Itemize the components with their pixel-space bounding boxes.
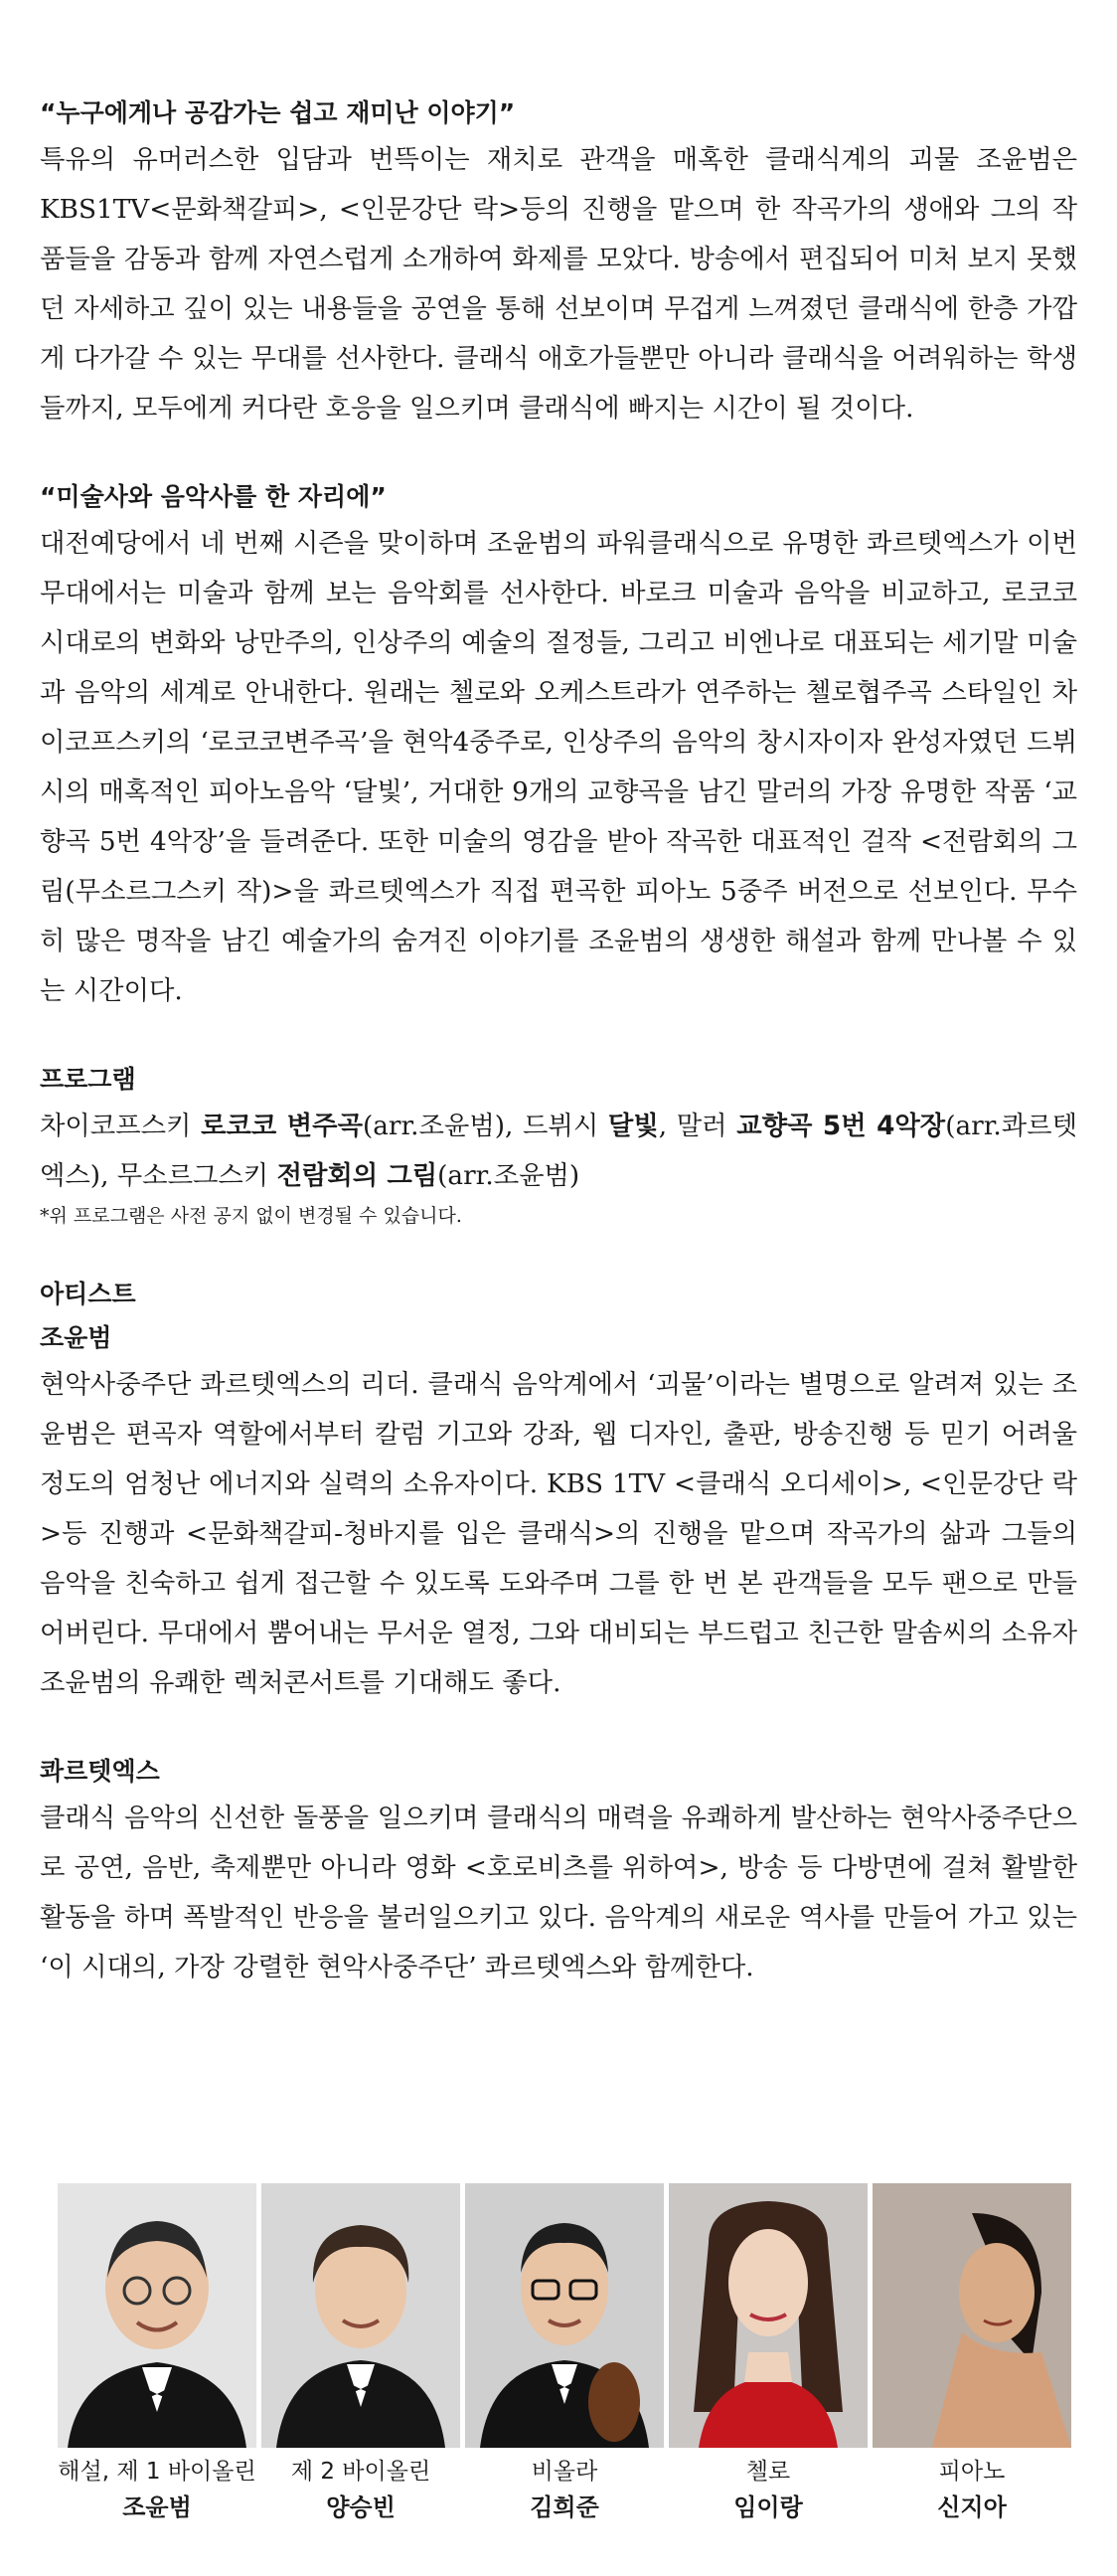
program-work-4: 전람회의 그림 <box>276 1161 438 1191</box>
artists-title: 아티스트 <box>40 1280 136 1308</box>
artist-role: 제 2 바이올린 <box>290 2459 431 2485</box>
program-sep-2: , 말러 <box>658 1112 737 1141</box>
artist-photo-5 <box>873 2183 1071 2448</box>
section-body-story: 특유의 유머러스한 입담과 번뜩이는 재치로 관객을 매혹한 클래식계의 괴물 조윤범은 KBS1TV<문화책갈피>, <인문강단 락>등의 진행을 맡으며 한 작곡가의 생애와 그의 작품들을 감동과 함께 자연스럽게 소개하여 화제를 모았다. 방송에서 편집되어 미처 보지 못했던 자세하고 깊이 있는 내용들을 공연을 통해 선보이며 무겁게 느껴졌던 클래식에 한층 가깝게 다가갈 수 있는 무대를 선사한다. 클래식 애호가들뿐만 아니라 클래식을 어려워하는 학생들까지, 모두에게 커다란 호응을 일으키며 클래식에 빠지는 시간이 될 것이다. <box>40 145 1077 424</box>
section-title-story: “누구에게나 공감가는 쉽고 재미난 이야기” <box>40 98 516 127</box>
spacer <box>40 433 1077 475</box>
artist-card <box>261 2183 460 2525</box>
program-work-3: 교향곡 5번 4악장 <box>736 1112 946 1141</box>
artist-photo-1 <box>58 2183 256 2448</box>
section-body-art-music: 대전예당에서 네 번째 시즌을 맞이하며 조윤범의 파워클래식으로 유명한 콰르텟엑스가 이번 무대에서는 미술과 함께 보는 음악회를 선사한다. 바로크 미술과 음악을 비교하고, 로코코 시대로의 변화와 낭만주의, 인상주의 예술의 절정들, 그리고 비엔나로 대표되는 세기말 미술과 음악의 세계로 안내한다. 원래는 첼로와 오케스트라가 연주하는 첼로협주곡 스타일인 차이코프스키의 ‘로코코변주곡’을 현악4중주로, 인상주의 음악의 창시자이자 완성자였던 드뷔시의 매혹적인 피아노음악 ‘달빛’, 거대한 9개의 교향곡을 남긴 말러의 가장 유명한 작품 ‘교향곡 5번 4악장’을 들려준다. 또한 미술의 영감을 받아 작곡한 대표적인 걸작 <전람회의 그림(무소르그스키 작)>을 콰르텟엑스가 직접 편곡한 피아노 5중주 버전으로 선보인다. 무수히 많은 명작을 남긴 예술가의 숨겨진 이야기를 조윤범의 생생한 해설과 함께 만나볼 수 있는 시간이다. <box>40 529 1077 1006</box>
artist-name: 김희준 <box>530 2493 599 2521</box>
program-arr-4: (arr.조윤범) <box>437 1161 580 1191</box>
artist-role: 해설, 제 1 바이올린 <box>58 2459 256 2485</box>
program-work-1: 로코코 변주곡 <box>201 1112 363 1141</box>
program-composer-1: 차이코프스키 <box>40 1112 202 1141</box>
artist-gallery <box>58 2183 1071 2525</box>
leader-name-heading: 조윤범 <box>40 1323 112 1352</box>
program-arr-1: (arr.조윤범), 드뷔시 <box>362 1112 608 1141</box>
artist-name: 양승빈 <box>326 2493 396 2521</box>
spacer <box>40 1231 1077 1273</box>
program-work-2: 달빛 <box>607 1112 659 1141</box>
program-title: 프로그램 <box>40 1065 136 1094</box>
artist-card <box>669 2183 868 2525</box>
artist-role: 첼로 <box>745 2459 791 2485</box>
artist-card <box>58 2183 256 2525</box>
leader-bio: 현악사중주단 콰르텟엑스의 리더. 클래식 음악계에서 ‘괴물’이라는 별명으로 알려져 있는 조윤범은 편곡자 역할에서부터 칼럼 기고와 강좌, 웹 디자인, 출판, 방송진행 등 믿기 어려울 정도의 엄청난 에너지와 실력의 소유자이다. KBS 1TV <클래식 오디세이>, <인문강단 락>등 진행과 <문화책갈피-청바지를 입은 클래식>의 진행을 맡으며 작곡가의 삶과 그들의 음악을 친숙하고 쉽게 접근할 수 있도록 도와주며 그를 한 번 본 관객들을 모두 팬으로 만들어버린다. 무대에서 뿜어내는 무서운 열정, 그와 대비되는 부드럽고 친근한 말솜씨의 소유자 조윤범의 유쾌한 렉처콘서트를 기대해도 좋다. <box>40 1370 1077 1698</box>
program-list <box>40 1102 1077 1201</box>
artist-name: 임이랑 <box>733 2493 803 2521</box>
artist-name: 신지아 <box>937 2493 1007 2521</box>
artist-photo-3 <box>465 2183 664 2448</box>
group-bio: 클래식 음악의 신선한 돌풍을 일으키며 클래식의 매력을 유쾌하게 발산하는 현악사중주단으로 공연, 음반, 축제뿐만 아니라 영화 <호로비츠를 위하여>, 방송 등 다방면에 걸쳐 활발한 활동을 하며 폭발적인 반응을 불러일으키고 있다. 음악계의 새로운 역사를 만들어 가고 있는 ‘이 시대의, 가장 강렬한 현악사중주단’ 콰르텟엑스와 함께한다. <box>40 1803 1077 1982</box>
artist-card <box>873 2183 1071 2525</box>
artist-photo-2 <box>261 2183 460 2448</box>
article <box>40 91 1077 1992</box>
group-name-heading: 콰르텟엑스 <box>40 1757 160 1786</box>
spacer <box>40 1708 1077 1750</box>
program-note: *위 프로그램은 사전 공지 없이 변경될 수 있습니다. <box>40 1205 462 1227</box>
section-title-art-music: “미술사와 음악사를 한 자리에” <box>40 482 387 511</box>
artist-role: 피아노 <box>938 2459 1006 2485</box>
artist-name: 조윤범 <box>122 2493 192 2521</box>
spacer <box>40 1016 1077 1058</box>
artist-role: 비올라 <box>531 2459 598 2485</box>
program-arr-3: (arr.콰르텟엑스), 무소르그스키 <box>40 1112 1077 1191</box>
artist-card <box>465 2183 664 2525</box>
artist-photo-4 <box>669 2183 868 2448</box>
